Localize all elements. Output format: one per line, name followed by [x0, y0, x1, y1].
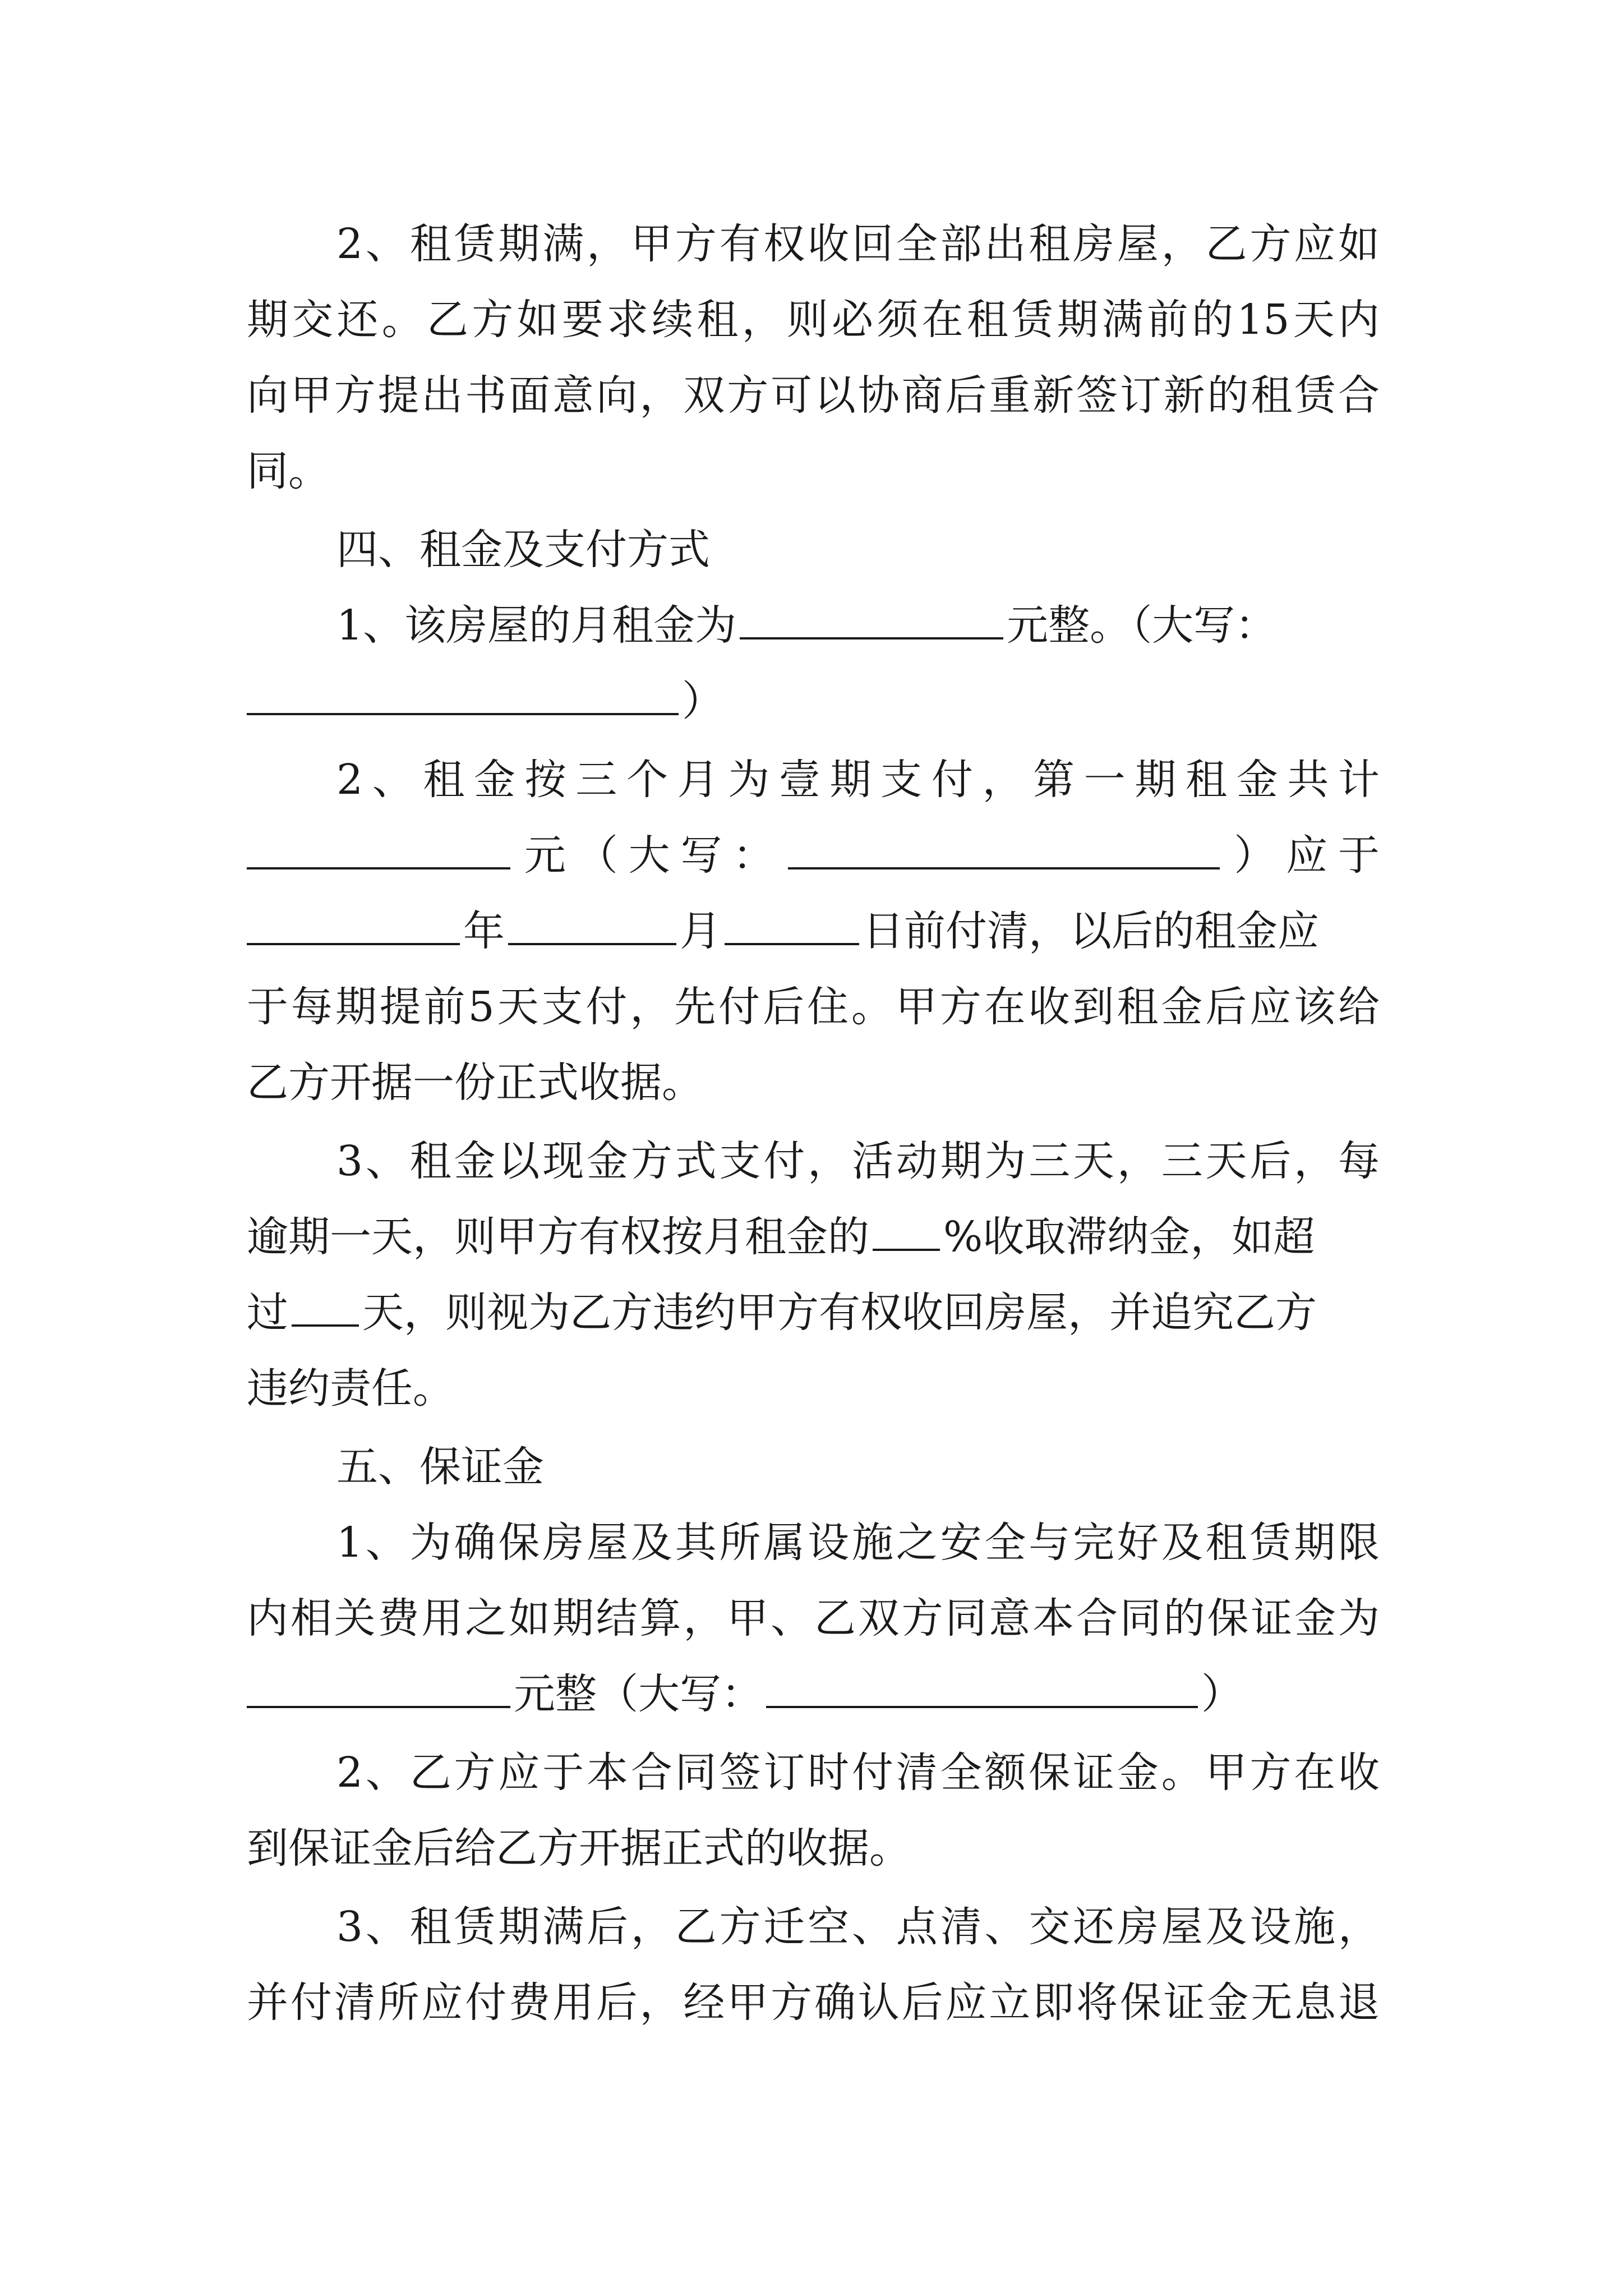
text-segment: 2、租金按三个月为壹期支付，第一期租金共计: [336, 756, 1380, 804]
fill-blank[interactable]: [873, 1213, 940, 1251]
text-segment: 1、为确保房屋及其所属设施之安全与完好及租赁期限: [336, 1519, 1380, 1567]
text-line: [336, 740, 1380, 819]
fill-blank[interactable]: [788, 831, 1220, 869]
text-line: [336, 1122, 1380, 1200]
text-line: [336, 205, 1380, 283]
fill-blank[interactable]: [292, 1289, 359, 1327]
text-line: [336, 586, 1380, 665]
fill-blank[interactable]: [766, 1670, 1198, 1708]
text-segment: 2、租赁期满，甲方有权收回全部出租房屋，乙方应如: [336, 220, 1380, 268]
text-line: [247, 1043, 1380, 1122]
text-segment: 到保证金后给乙方开据正式的收据。: [247, 1824, 911, 1872]
fill-blank[interactable]: [247, 907, 460, 945]
text-line: [247, 280, 1380, 359]
text-segment: 2、乙方应于本合同签订时付清全额保证金。甲方在收: [336, 1749, 1380, 1797]
text-segment: 向甲方提出书面意向，双方可以协商后重新签订新的租赁合: [247, 371, 1380, 420]
text-segment: 并付清所应付费用后，经甲方确认后应立即将保证金无息退: [247, 1978, 1380, 2027]
text-segment: 逾期一天，则甲方有权按月租金的: [247, 1213, 869, 1261]
text-line: [247, 662, 1380, 740]
fill-blank[interactable]: [247, 1670, 510, 1708]
text-line: [247, 356, 1380, 435]
text-segment: 乙方开据一份正式收据。: [247, 1059, 703, 1107]
text-line: [247, 968, 1380, 1046]
text-segment: ）应于: [1223, 831, 1380, 880]
section-heading: [336, 1428, 1380, 1506]
text-segment: 于每期提前5天支付，先付后住。甲方在收到租金后应该给: [247, 983, 1380, 1031]
section-heading-text: 五、保证金: [336, 1443, 544, 1491]
text-segment: 年: [463, 907, 505, 955]
text-segment: 期交还。乙方如要求续租，则必须在租赁期满前的15天内: [247, 296, 1380, 344]
text-line: [336, 1733, 1380, 1812]
section-heading: [336, 510, 1380, 589]
text-line: [247, 892, 1380, 970]
text-line: [247, 816, 1380, 895]
text-line: [247, 432, 1380, 510]
text-line: [247, 1349, 1380, 1428]
text-segment: 过: [247, 1289, 288, 1337]
text-segment: 日前付清，以后的租金应: [863, 907, 1319, 955]
text-line: [336, 1503, 1380, 1582]
text-line: [247, 1655, 1380, 1733]
text-line: [247, 1809, 1380, 1888]
text-line: [247, 1198, 1380, 1276]
text-segment: 元（大写：: [514, 831, 785, 880]
text-segment: 月: [680, 907, 721, 955]
text-segment: 3、租金以现金方式支付，活动期为三天，三天后，每: [336, 1137, 1380, 1185]
fill-blank[interactable]: [740, 601, 1003, 639]
text-segment: 违约责任。: [247, 1364, 454, 1412]
text-segment: 元整（大写：: [514, 1670, 763, 1718]
text-segment: 同。: [247, 447, 330, 495]
text-segment: ）: [1201, 1670, 1243, 1718]
text-segment: 1、该房屋的月租金为: [336, 601, 737, 650]
text-line: [247, 1963, 1380, 2042]
text-segment: %收取滞纳金，如超: [943, 1213, 1315, 1261]
section-heading-text: 四、租金及支付方式: [336, 526, 710, 574]
text-line: [247, 1579, 1380, 1658]
text-segment: 元整。（大写：: [1007, 601, 1277, 650]
text-segment: 内相关费用之如期结算，甲、乙双方同意本合同的保证金为: [247, 1594, 1380, 1642]
fill-blank[interactable]: [508, 907, 676, 945]
fill-blank[interactable]: [247, 677, 679, 715]
text-segment: ）: [682, 677, 723, 725]
fill-blank[interactable]: [725, 907, 859, 945]
text-line: [247, 1273, 1380, 1352]
fill-blank[interactable]: [247, 831, 510, 869]
text-segment: 3、租赁期满后，乙方迁空、点清、交还房屋及设施，: [336, 1903, 1380, 1951]
text-line: [336, 1888, 1380, 1966]
text-segment: 天，则视为乙方违约甲方有权收回房屋，并追究乙方: [362, 1289, 1317, 1337]
